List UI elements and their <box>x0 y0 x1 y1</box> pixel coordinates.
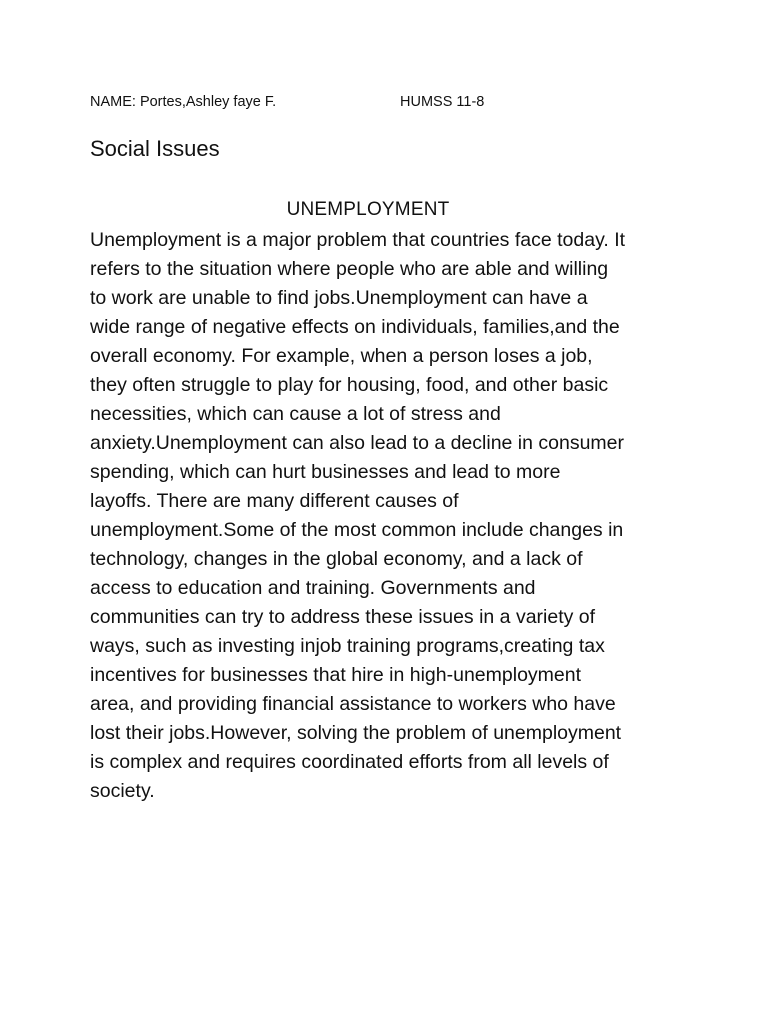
essay-line: to work are unable to find jobs.Unemployment can have a <box>90 287 588 309</box>
essay-line: spending, which can hurt businesses and lead to more <box>90 461 561 483</box>
essay-body <box>90 226 690 806</box>
class-section: HUMSS 11-8 <box>400 94 485 110</box>
essay-line: refers to the situation where people who are able and willing <box>90 258 609 280</box>
essay-line: they often struggle to play for housing, food, and other basic <box>90 374 609 396</box>
essay-title: UNEMPLOYMENT <box>286 199 450 220</box>
essay-line: wide range of negative effects on individuals, families,and the <box>90 316 620 338</box>
essay-line: unemployment.Some of the most common include changes in <box>90 519 624 541</box>
subject-heading: Social Issues <box>90 136 220 161</box>
essay-line: overall economy. For example, when a person loses a job, <box>90 345 593 367</box>
essay-line: ways, such as investing injob training programs,creating tax <box>90 635 605 657</box>
essay-line: necessities, which can cause a lot of stress and <box>90 403 501 425</box>
essay-line: lost their jobs.However, solving the problem of unemployment <box>90 722 622 744</box>
essay-line: society. <box>90 780 155 802</box>
essay-line: area, and providing financial assistance to workers who have <box>90 693 616 715</box>
essay-line: technology, changes in the global economy, and a lack of <box>90 548 583 570</box>
essay-line: is complex and requires coordinated efforts from all levels of <box>90 751 609 773</box>
essay-line: communities can try to address these issues in a variety of <box>90 606 596 628</box>
essay-line: layoffs. There are many different causes of <box>90 490 459 512</box>
essay-line: incentives for businesses that hire in high-unemployment <box>90 664 582 686</box>
student-name: NAME: Portes,Ashley faye F. <box>90 94 277 110</box>
essay-line: access to education and training. Governments and <box>90 577 536 599</box>
essay-line: Unemployment is a major problem that countries face today. It <box>90 229 626 251</box>
essay-line: anxiety.Unemployment can also lead to a decline in consumer <box>90 432 625 454</box>
